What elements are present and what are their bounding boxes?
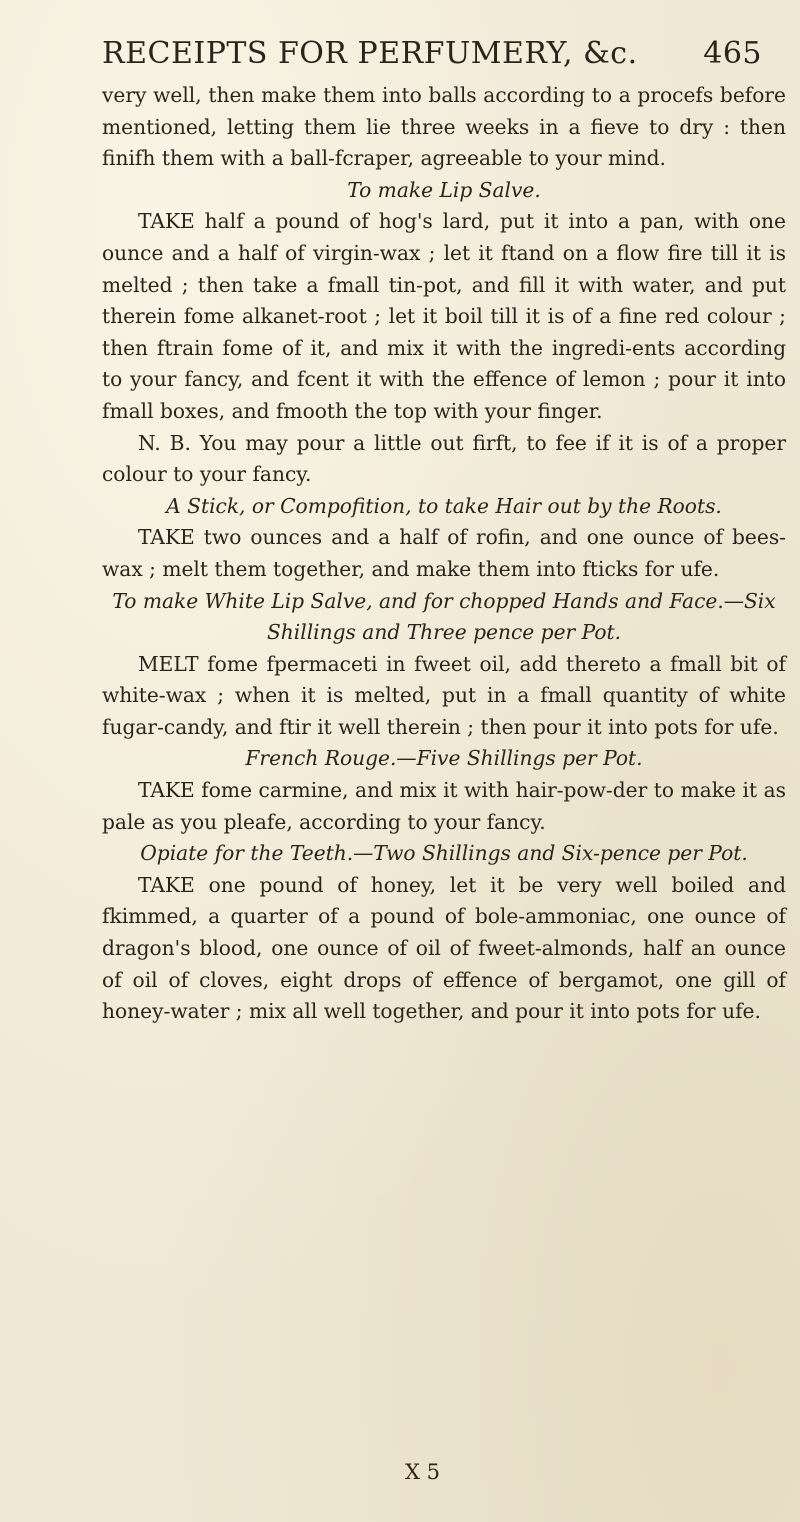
recipe-text-hair-stick: TAKE two ounces and a half of rofin, and one ounce of bees-wax ; melt them together, and make them into fticks for ufe.: [102, 525, 786, 581]
recipe-text-white-lip-salve: MELT fome fpermaceti in fweet oil, add thereto a fmall bit of white-wax ; when it is melted, put in a fmall quantity of white fugar-candy, and ftir it well therein ; then pour it into pots for ufe.: [102, 651, 786, 739]
recipe-heading-hair-stick: A Stick, or Compofition, to take Hair out by the Roots.: [166, 493, 722, 518]
recipe-heading-lip-salve: To make Lip Salve.: [347, 177, 541, 202]
signature-mark: X 5: [405, 1460, 440, 1484]
running-header: [102, 30, 762, 78]
nota-bene-note: N. B. You may pour a little out firft, to fee if it is of a proper colour to your fancy.: [102, 430, 786, 487]
body-text: [102, 80, 786, 1028]
recipe-text-opiate: TAKE one pound of honey, let it be very well boiled and fkimmed, a quarter of a pound of bole-ammoniac, one ounce of dragon's blood, one ounce of oil of fweet-almonds, half an ounce of oil of cloves, eight drops of effence of bergamot, one gill of honey-water ; mix all well together, and pour it into pots for ufe.: [102, 872, 786, 1024]
recipe-heading-opiate: Opiate for the Teeth.—Two Shillings and Six-pence per Pot.: [140, 841, 748, 866]
paragraph-continuation: very well, then make them into balls according to a procefs before mentioned, letting them lie three weeks in a fieve to dry : then finifh them with a ball-fcraper, agreeable to your mind.: [102, 83, 786, 171]
page-number: 465: [703, 36, 762, 71]
running-title: RECEIPTS FOR PERFUMERY, &c.: [102, 36, 638, 71]
recipe-heading-white-lip-salve: To make White Lip Salve, and for chopped Hands and Face.—Six Shillings and Three pence per Pot.: [112, 588, 776, 645]
recipe-heading-french-rouge: French Rouge.—Five Shillings per Pot.: [245, 746, 643, 771]
recipe-text-french-rouge: TAKE fome carmine, and mix it with hair-pow-der to make it as pale as you pleafe, according to your fancy.: [102, 778, 786, 834]
recipe-text-lip-salve: TAKE half a pound of hog's lard, put it into a pan, with one ounce and a half of virgin-wax ; let it ftand on a flow fire till it is melted ; then take a fmall tin-pot, and fill it with water, and put therein fome alkanet-root ; let it boil till it is of a fine red colour ; then ftrain fome of it, and mix it with the ingredi-ents according to your fancy, and fcent it with the effence of lemon ; pour it into fmall boxes, and fmooth the top with your finger.: [102, 209, 786, 423]
